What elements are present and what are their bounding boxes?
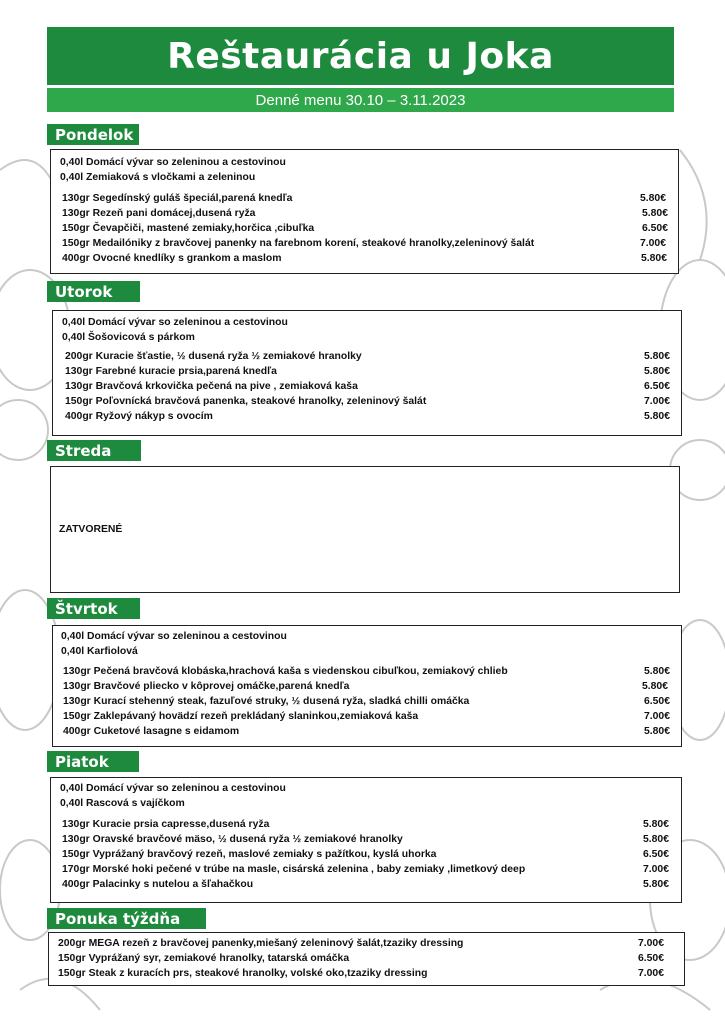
day-label-monday: Pondelok bbox=[47, 124, 139, 145]
menu-date-range: Denné menu 30.10 – 3.11.2023 bbox=[255, 91, 466, 109]
menu-box-wednesday bbox=[50, 466, 680, 593]
menu-item-price: 7.00€ bbox=[637, 968, 664, 979]
menu-item: 150gr Čevapčiči, mastené zemiaky,horčica ,cibuľka bbox=[62, 223, 315, 234]
menu-header bbox=[47, 27, 674, 85]
soup-item: 0,40l Domácí vývar so zeleninou a cestovinou bbox=[60, 157, 286, 168]
menu-item: 130gr Kurací stehenný steak, fazuľové struky, ½ dusená ryža, sladká chilli omáčka bbox=[63, 696, 470, 707]
menu-item-price: 5.80€ bbox=[643, 726, 670, 737]
menu-item-price: 5.80€ bbox=[642, 879, 669, 890]
menu-item: 400gr Cuketové lasagne s eidamom bbox=[63, 726, 240, 737]
menu-item: 170gr Morské hoki pečené v trúbe na masle, cisárská zelenina , baby zemiaky ,limetkový deep bbox=[62, 864, 526, 875]
menu-box-thursday bbox=[52, 625, 682, 747]
menu-item-price: 5.80€ bbox=[639, 193, 666, 204]
day-label-tuesday: Utorok bbox=[47, 281, 140, 302]
menu-item-price: 6.50€ bbox=[641, 223, 668, 234]
menu-box-tuesday bbox=[52, 310, 682, 436]
menu-item-price: 5.80€ bbox=[640, 253, 667, 264]
menu-item: 130gr Oravské bravčové mäso, ½ dusená ryža ½ zemiakové hranolky bbox=[62, 834, 403, 845]
menu-item: 150gr Poľovnícká bravčová panenka, steakové hranolky, zeleninový šalát bbox=[65, 396, 427, 407]
day-label-friday: Piatok bbox=[47, 751, 139, 772]
menu-item: 150gr Steak z kuracích prs, steakové hranolky, volské oko,tzaziky dressing bbox=[58, 968, 428, 979]
restaurant-title: Reštaurácia u Joka bbox=[167, 35, 554, 77]
menu-item-price: 7.00€ bbox=[639, 238, 666, 249]
menu-item: 400gr Palacinky s nutelou a šľahačkou bbox=[62, 879, 254, 890]
menu-item-price: 7.00€ bbox=[643, 396, 670, 407]
soup-item: 0,40l Rascová s vajíčkom bbox=[60, 798, 185, 809]
menu-item: 150gr Zaklepávaný hovädzí rezeň prekládaný slaninkou,zemiaková kaša bbox=[63, 711, 419, 722]
menu-item: 200gr Kuracie šťastie, ½ dusená ryža ½ zemiakové hranolky bbox=[65, 351, 362, 362]
soup-item: 0,40l Zemiaková s vločkami a zeleninou bbox=[60, 172, 256, 183]
menu-item-price: 5.80€ bbox=[643, 366, 670, 377]
menu-item-price: 7.00€ bbox=[642, 864, 669, 875]
menu-item-price: 5.80€ bbox=[641, 208, 668, 219]
menu-item: 130gr Bravčové pliecko v kôprovej omáčke,parená knedľa bbox=[63, 681, 350, 692]
menu-item: 130gr Segedínský guláš špeciál,parená knedľa bbox=[62, 193, 293, 204]
menu-subheader bbox=[47, 88, 674, 112]
menu-item-price: 6.50€ bbox=[642, 849, 669, 860]
menu-box-friday bbox=[50, 777, 682, 903]
menu-item-price: 7.00€ bbox=[637, 938, 664, 949]
menu-item: 130gr Kuracie prsia capresse,dusená ryža bbox=[62, 819, 270, 830]
menu-item-price: 5.80€ bbox=[643, 666, 670, 677]
soup-item: 0,40l Domácí vývar so zeleninou a cestovinou bbox=[60, 783, 286, 794]
menu-item: 130gr Pečená bravčová klobáska,hrachová kaša s viedenskou cibuľkou, zemiakový chlieb bbox=[63, 666, 508, 677]
soup-item: 0,40l Domácí vývar so zeleninou a cestovinou bbox=[61, 631, 287, 642]
menu-item-price: 6.50€ bbox=[643, 381, 670, 392]
menu-item-price: 7.00€ bbox=[643, 711, 670, 722]
menu-item: 400gr Ryžový nákyp s ovocím bbox=[65, 411, 213, 422]
menu-item: 150gr Vyprážaný syr, zemiakové hranolky, tatarská omáčka bbox=[58, 953, 350, 964]
day-label-wednesday: Streda bbox=[47, 440, 141, 461]
menu-item: 200gr MEGA rezeň z bravčovej panenky,miešaný zeleninový šalát,tzaziky dressing bbox=[58, 938, 464, 949]
soup-item: 0,40l Domácí vývar so zeleninou a cestovinou bbox=[62, 317, 288, 328]
day-label-weekly-offer: Ponuka týždňa bbox=[47, 908, 206, 929]
menu-item: 130gr Farebné kuracie prsia,parená knedľa bbox=[65, 366, 277, 377]
soup-item: 0,40l Karfiolová bbox=[61, 646, 138, 657]
day-label-thursday: Štvrtok bbox=[47, 598, 140, 619]
menu-item-price: 5.80€ bbox=[642, 819, 669, 830]
menu-item-price: 5.80€ bbox=[643, 411, 670, 422]
closed-notice: ZATVORENÉ bbox=[59, 524, 123, 535]
menu-box-weekly-offer bbox=[48, 932, 685, 986]
menu-item-price: 6.50€ bbox=[643, 696, 670, 707]
menu-item-price: 6.50€ bbox=[637, 953, 664, 964]
menu-item: 130gr Rezeň pani domácej,dusená ryža bbox=[62, 208, 256, 219]
menu-item-price: 5.80€ bbox=[641, 681, 668, 692]
menu-box-monday bbox=[50, 149, 679, 274]
menu-item: 150gr Medailóniky z bravčovej panenky na farebnom korení, steakové hranolky,zeleninový šalát bbox=[62, 238, 535, 249]
menu-item-price: 5.80€ bbox=[643, 351, 670, 362]
soup-item: 0,40l Šošovicová s párkom bbox=[62, 332, 195, 343]
menu-item: 150gr Vyprážaný bravčový rezeň, maslové zemiaky s pažítkou, kyslá uhorka bbox=[62, 849, 437, 860]
menu-item: 400gr Ovocné knedlíky s grankom a maslom bbox=[62, 253, 282, 264]
menu-item: 130gr Bravčová krkovička pečená na pive , zemiaková kaša bbox=[65, 381, 358, 392]
menu-item-price: 5.80€ bbox=[642, 834, 669, 845]
